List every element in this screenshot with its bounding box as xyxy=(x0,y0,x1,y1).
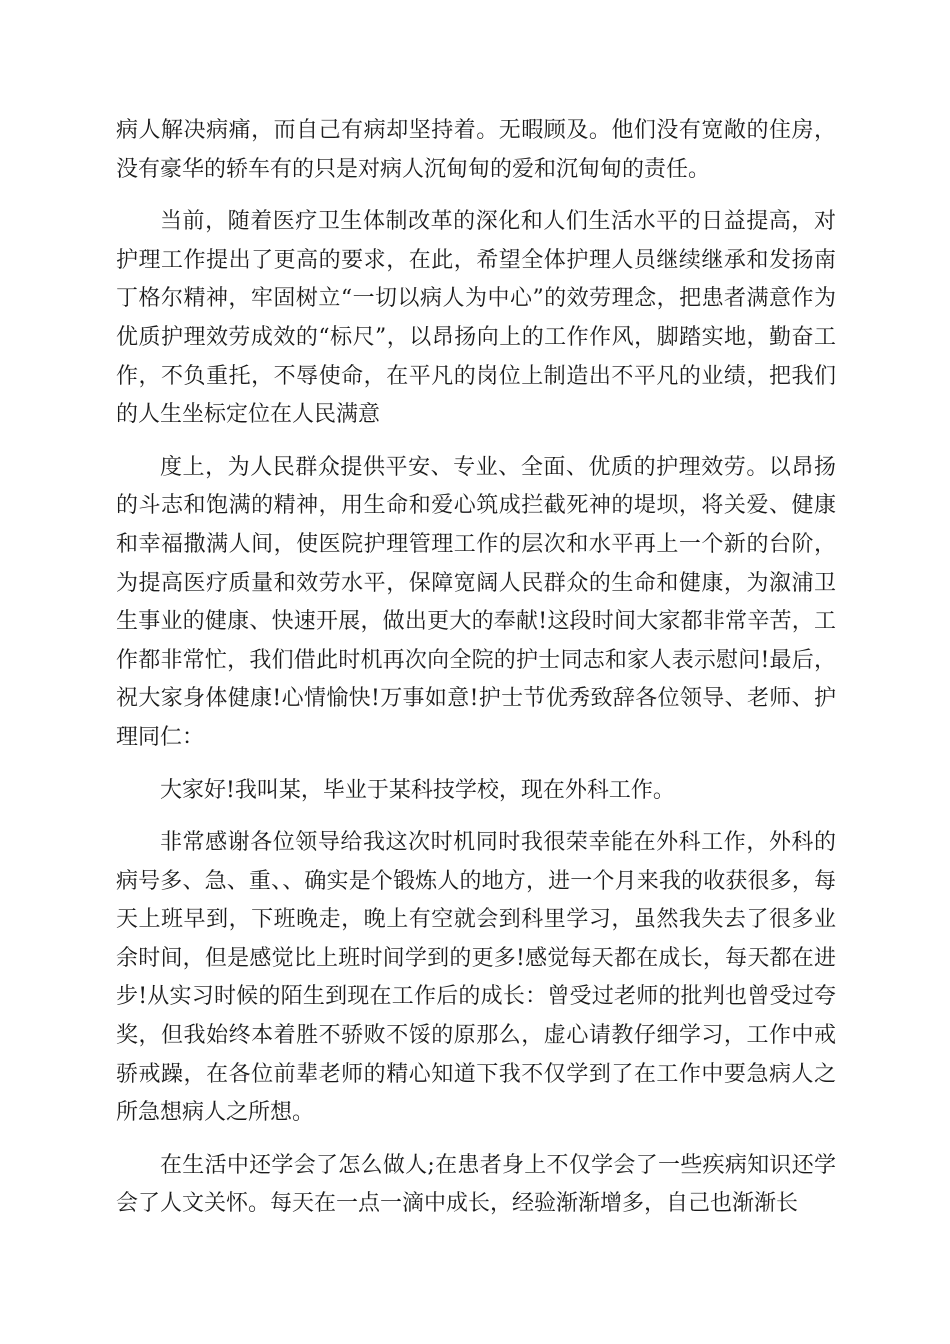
paragraph-3: 度上，为人民群众提供平安、专业、全面、优质的护理效劳。以昂扬的斗志和饱满的精神，用生命和爱心筑成拦截死神的堤坝，将关爱、健康和幸福撒满人间，使医院护理管理工作的层次和水平再上一个新的台阶，为提高医疗质量和效劳水平，保障宽阔人民群众的生命和健康，为溆浦卫生事业的健康、快速开展，做出更大的奉献!这段时间大家都非常辛苦，工作都非常忙，我们借此时机再次向全院的护士同志和家人表示慰问!最后，祝大家身体健康!心情愉快!万事如意!护士节优秀致辞各位领导、老师、护理同仁： xyxy=(116,454,836,750)
paragraph-4: 大家好!我叫某，毕业于某科技学校，现在外科工作。 xyxy=(160,777,675,803)
paragraph-5: 非常感谢各位领导给我这次时机同时我很荣幸能在外科工作，外科的病号多、急、重、、确实是个锻炼人的地方，进一个月来我的收获很多，每天上班早到，下班晚走，晚上有空就会到科里学习，虽然我失去了很多业余时间，但是感觉比上班时间学到的更多!感觉每天都在成长，每天都在进步!从实习时候的陌生到现在工作后的成长：曾受过老师的批判也曾受过夸奖，但我始终本着胜不骄败不馁的原那么，虚心请教仔细学习，工作中戒骄戒躁，在各位前辈老师的精心知道下我不仅学到了在工作中要急病人之所急想病人之所想。 xyxy=(116,830,836,1126)
paragraph-1: 病人解决病痛，而自己有病却坚持着。无暇顾及。他们没有宽敞的住房，没有豪华的轿车有的只是对病人沉甸甸的爱和沉甸甸的责任。 xyxy=(116,118,836,182)
document-body xyxy=(116,112,836,1224)
paragraph-6: 在生活中还学会了怎么做人;在患者身上不仅学会了一些疾病知识还学会了人文关怀。每天在一点一滴中成长，经验渐渐增多，自己也渐渐长 xyxy=(116,1152,836,1217)
paragraph-2: 当前，随着医疗卫生体制改革的深化和人们生活水平的日益提高，对护理工作提出了更高的要求，在此，希望全体护理人员继续继承和发扬南丁格尔精神，牢固树立“一切以病人为中心”的效劳理念，把患者满意作为优质护理效劳成效的“标尺”，以昂扬向上的工作作风，脚踏实地，勤奋工作，不负重托，不辱使命，在平凡的岗位上制造出不平凡的业绩，把我们的人生坐标定位在人民满意 xyxy=(116,209,836,428)
